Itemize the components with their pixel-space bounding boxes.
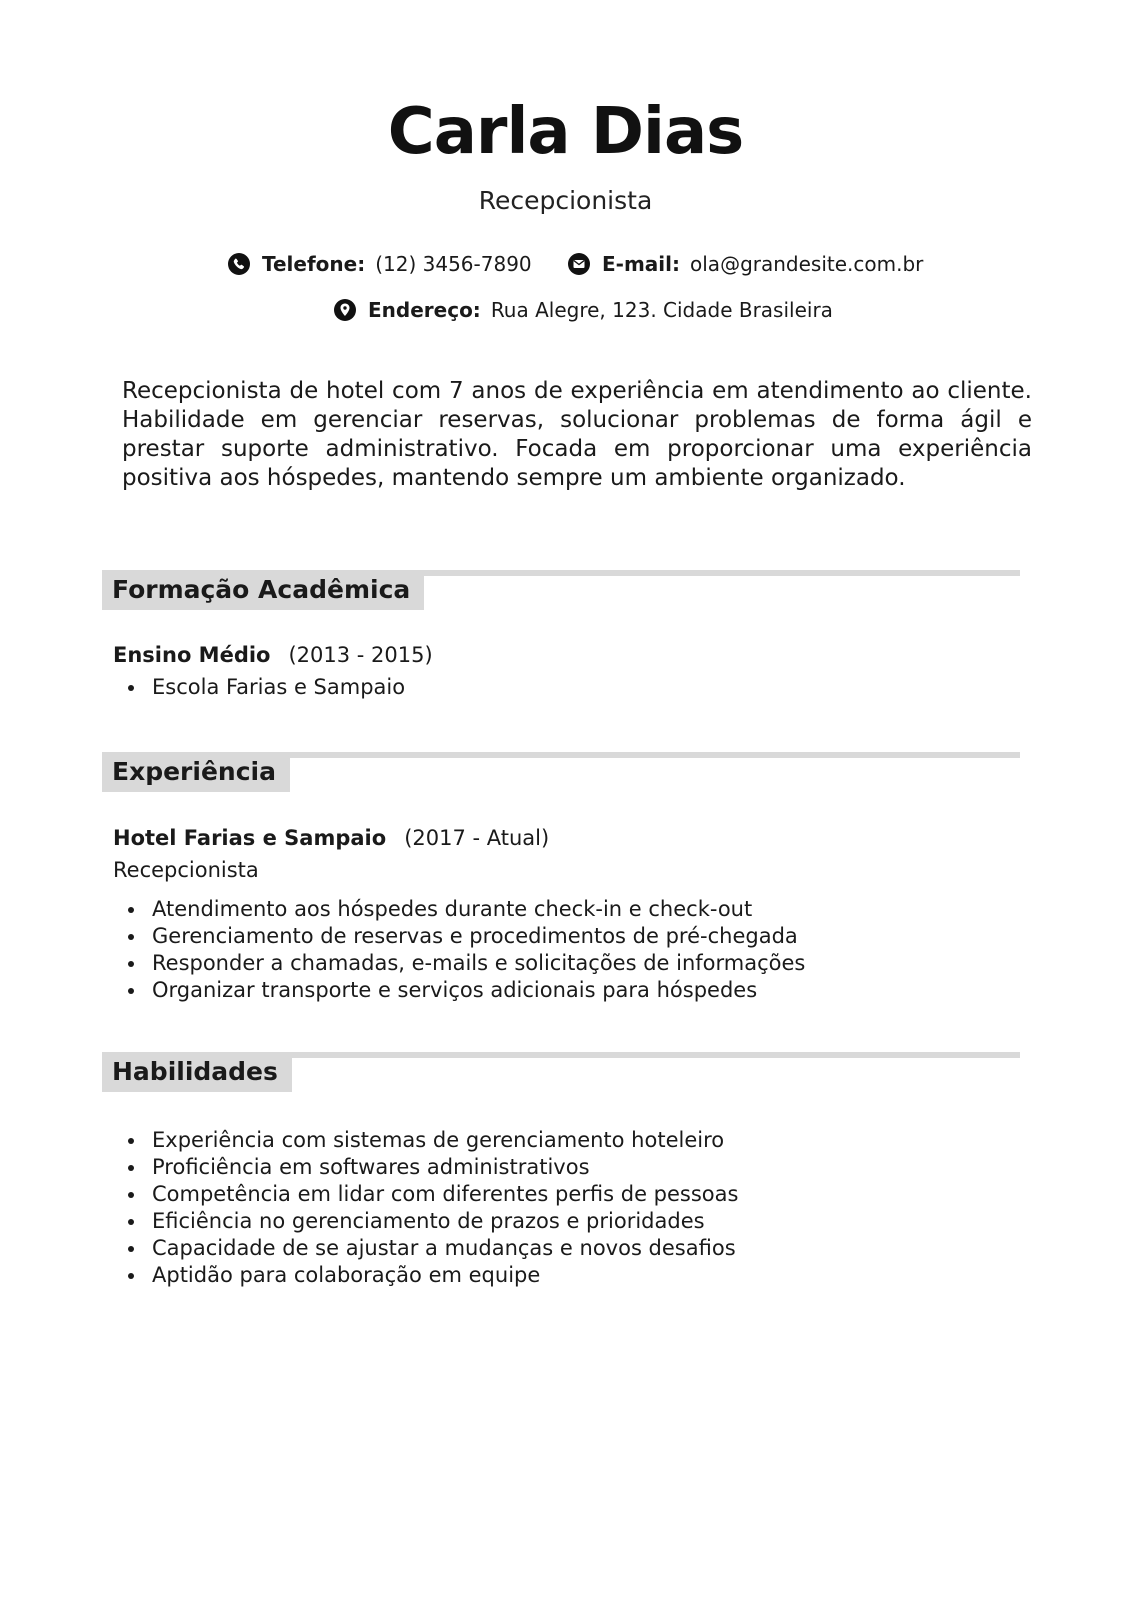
education-list (125, 674, 405, 701)
experience-entry-title (113, 826, 549, 850)
address-value: Rua Alegre, 123. Cidade Brasileira (490, 298, 833, 322)
location-pin-icon (334, 299, 356, 321)
contact-address (334, 298, 833, 322)
experience-list-item: Gerenciamento de reservas e procedimentos de pré-chegada (125, 923, 805, 950)
phone-label: Telefone: (262, 252, 366, 276)
contact-email (568, 252, 923, 276)
experience-list-item: Responder a chamadas, e-mails e solicitações de informações (125, 950, 805, 977)
phone-icon (228, 253, 250, 275)
education-title: Ensino Médio (113, 643, 271, 667)
experience-list-item: Organizar transporte e serviços adicionais para hóspedes (125, 977, 805, 1004)
skills-list (125, 1127, 738, 1289)
skill-list-item: Aptidão para colaboração em equipe (125, 1262, 738, 1289)
email-value: ola@grandesite.com.br (690, 252, 924, 276)
education-entry-title (113, 643, 433, 667)
skill-list-item: Proficiência em softwares administrativos (125, 1154, 738, 1181)
candidate-name: Carla Dias (387, 95, 744, 169)
address-label: Endereço: (368, 298, 481, 322)
experience-list-item: Atendimento aos hóspedes durante check-in e check-out (125, 896, 805, 923)
section-heading-education: Formação Acadêmica (102, 570, 424, 610)
experience-company: Hotel Farias e Sampaio (113, 826, 387, 850)
skill-list-item: Capacidade de se ajustar a mudanças e novos desafios (125, 1235, 738, 1262)
contact-phone (228, 252, 532, 276)
experience-list (125, 896, 805, 1004)
candidate-role: Recepcionista (478, 186, 653, 215)
education-list-item: Escola Farias e Sampaio (125, 674, 405, 701)
section-heading-skills: Habilidades (102, 1052, 292, 1092)
skill-list-item: Experiência com sistemas de gerenciamento hoteleiro (125, 1127, 738, 1154)
section-heading-experience: Experiência (102, 752, 290, 792)
skill-list-item: Competência em lidar com diferentes perfis de pessoas (125, 1181, 738, 1208)
phone-value: (12) 3456-7890 (375, 252, 532, 276)
education-period: (2013 - 2015) (288, 643, 433, 667)
professional-summary: Recepcionista de hotel com 7 anos de experiência em atendimento ao cliente. Habilidade em gerenciar reservas, solucionar problemas de forma ágil e prestar suporte administrativo. Focada em proporcionar uma experiência positiva aos hóspedes, mantendo sempre um ambiente organizado. (122, 378, 1032, 491)
experience-period: (2017 - Atual) (404, 826, 550, 850)
experience-position: Recepcionista (113, 858, 259, 882)
email-icon (568, 253, 590, 275)
email-label: E-mail: (602, 252, 681, 276)
skill-list-item: Eficiência no gerenciamento de prazos e prioridades (125, 1208, 738, 1235)
